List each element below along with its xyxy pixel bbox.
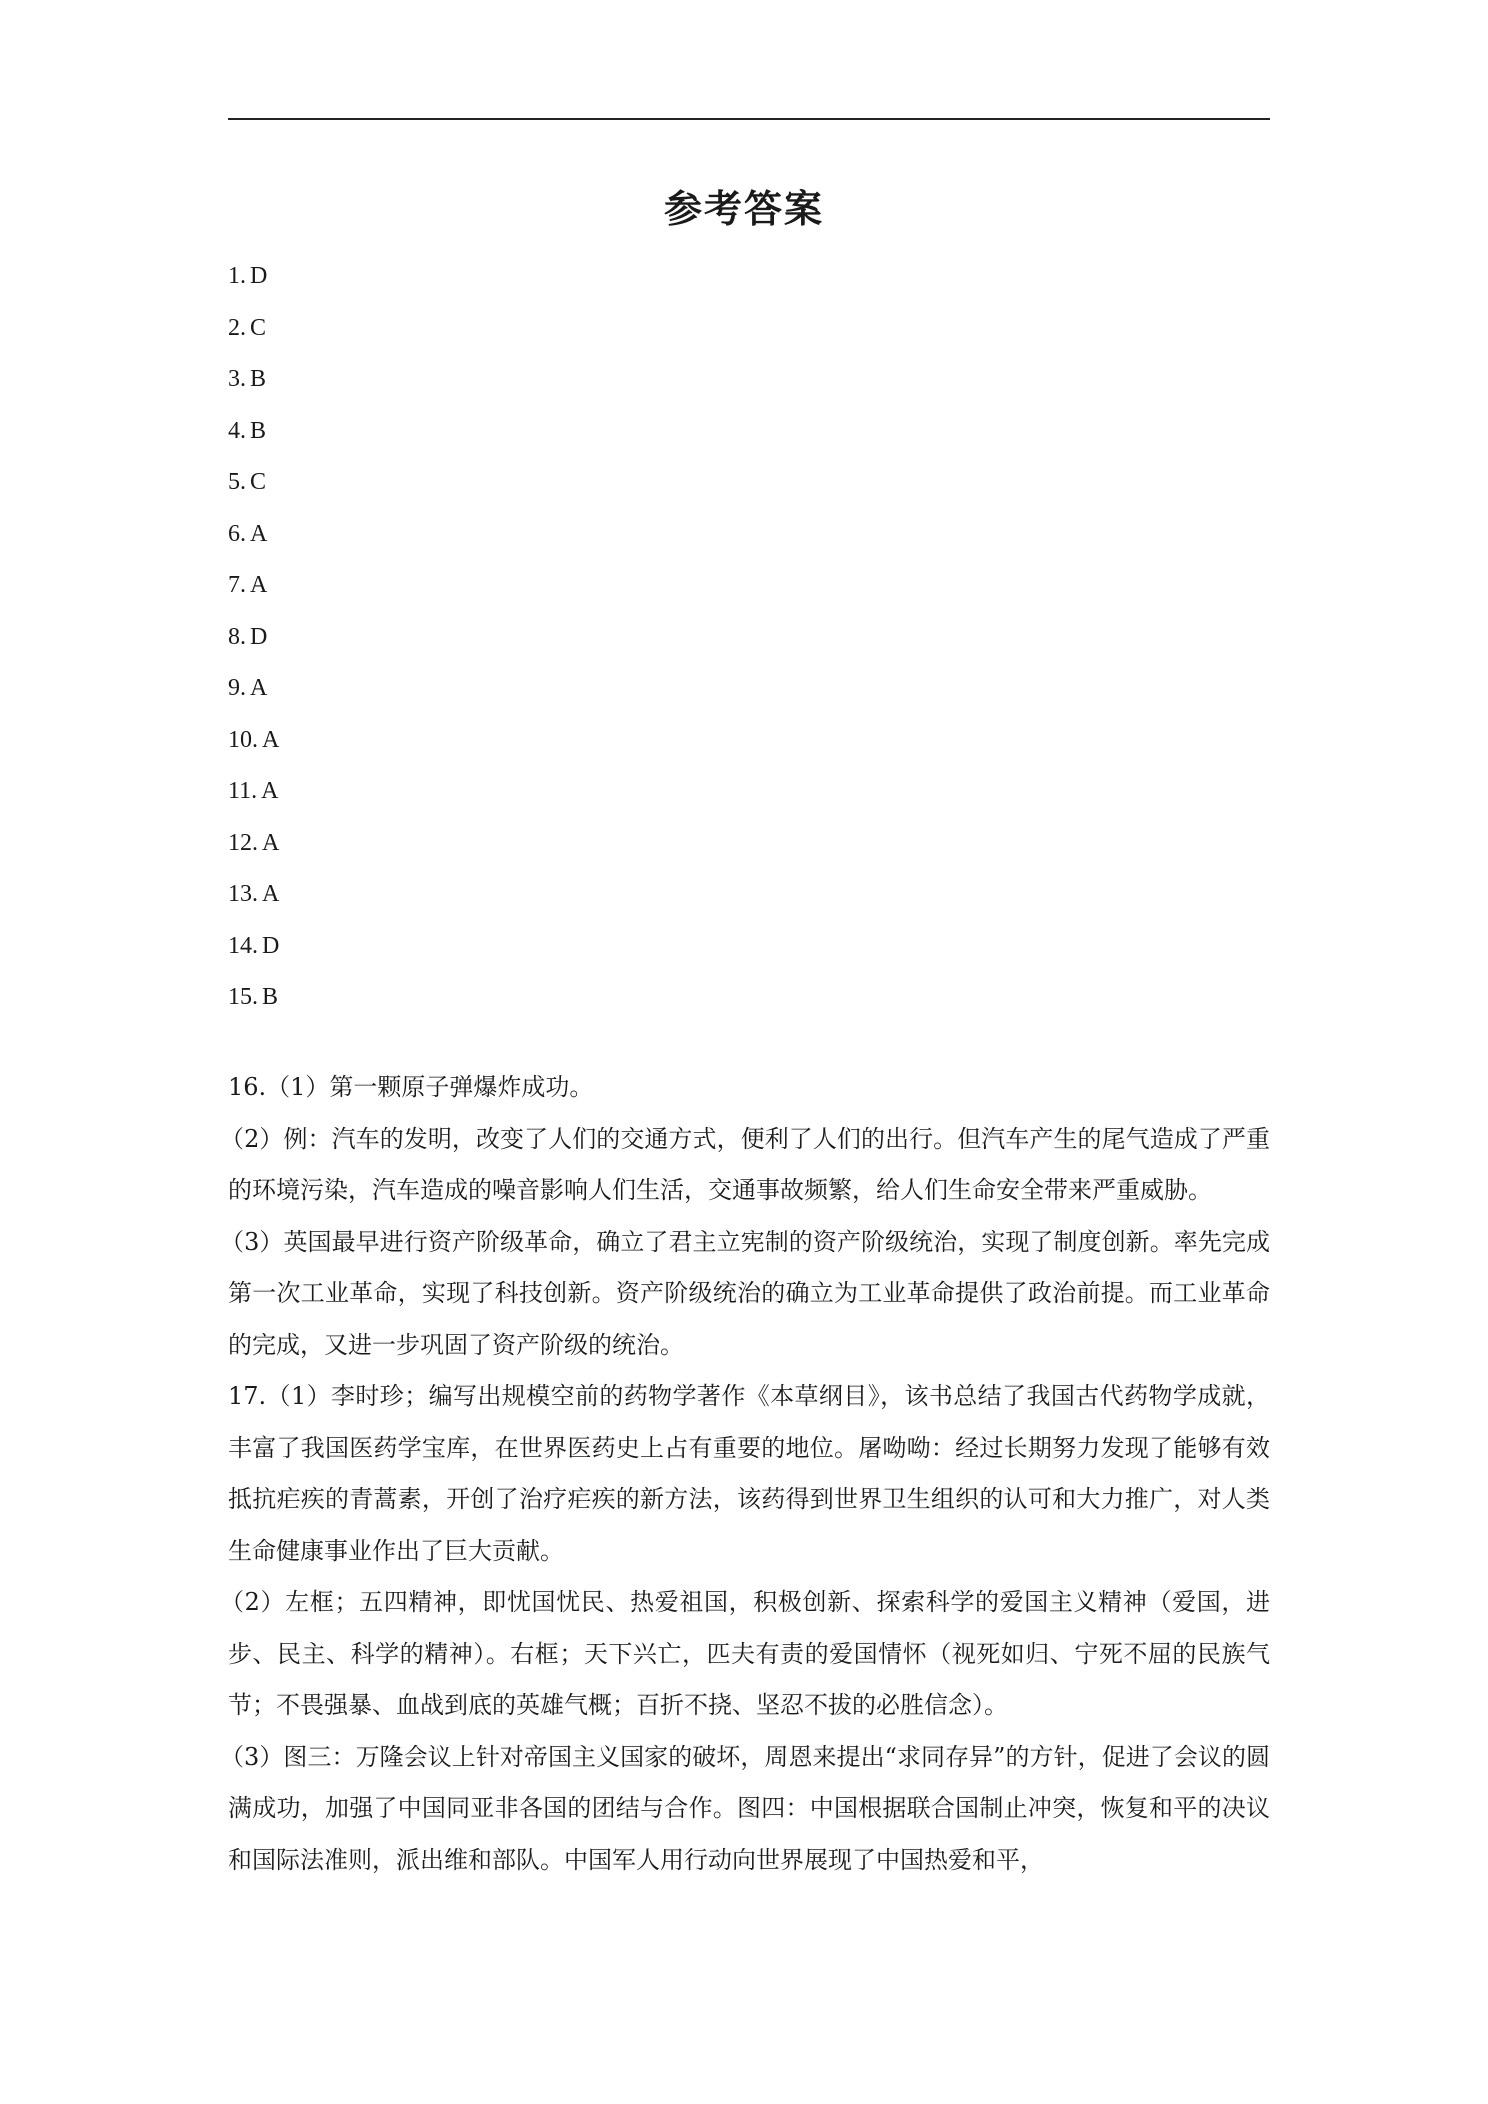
q16-part1: 16.（1）第一颗原子弹爆炸成功。: [228, 1073, 594, 1101]
answer-number: 5: [228, 469, 240, 495]
answer-value: A: [262, 726, 280, 753]
answer-number: 13: [228, 881, 252, 907]
q16-part2: （2）例：汽车的发明，改变了人们的交通方式，便利了人们的出行。但汽车产生的尾气造成了严重的环境污染，汽车造成的噪音影响人们生活，交通事故频繁，给人们生命安全带来严重威胁。: [220, 1124, 1270, 1204]
answer-value: A: [262, 829, 280, 856]
answer-value: A: [261, 778, 279, 804]
answer-separator: .: [240, 366, 246, 392]
answer-value: A: [262, 881, 280, 907]
answer-number: 4: [228, 417, 240, 444]
answer-value: A: [250, 520, 268, 547]
answer-value: D: [250, 623, 268, 650]
answer-item: [228, 668, 1268, 720]
answer-item: [228, 977, 1268, 1029]
answer-number: 9: [228, 675, 240, 701]
answer-item: [228, 720, 1268, 772]
answer-separator: .: [240, 417, 246, 444]
answer-value: B: [262, 984, 279, 1010]
q17-part3: （3）图三：万隆会议上针对帝国主义国家的破坏，周恩来提出“求同存异”的方针，促进了会议的圆满成功，加强了中国同亚非各国的团结与合作。图四：中国根据联合国制止冲突，恢复和平的决议和国际法准则，派出维和部队。中国军人用行动向世界展现了中国热爱和平，: [220, 1742, 1270, 1874]
answer-value: D: [250, 263, 268, 289]
answer-number: 14: [228, 932, 252, 959]
answer-item: [228, 874, 1268, 926]
answer-number: 2: [228, 314, 240, 341]
answer-separator: .: [251, 778, 258, 804]
answer-separator: .: [240, 263, 246, 289]
header-rule: [228, 118, 1270, 120]
answer-item: [228, 926, 1268, 978]
answer-separator: .: [240, 675, 246, 701]
answer-item: [228, 514, 1268, 566]
answer-separator: .: [252, 881, 258, 907]
answer-item: [228, 411, 1268, 463]
answer-separator: .: [252, 829, 258, 856]
page-title: 参考答案: [663, 186, 824, 231]
answer-item: [228, 308, 1268, 360]
answer-item: [228, 462, 1268, 514]
answer-separator: .: [240, 623, 246, 650]
answer-list: [228, 256, 1268, 1029]
q17-part1: 17.（1）李时珍；编写出规模空前的药物学著作《本草纲目》，该书总结了我国古代药物学成就，丰富了我国医药学宝库，在世界医药史上占有重要的地位。屠呦呦：经过长期努力发现了能够有效抵抗疟疾的青蒿素，开创了治疗疟疾的新方法，该药得到世界卫生组织的认可和大力推广，对人类生命健康事业作出了巨大贡献。: [228, 1382, 1270, 1565]
answer-number: 1: [228, 263, 240, 289]
answer-number: 3: [228, 366, 240, 392]
answer-number: 12: [228, 829, 252, 856]
answer-number: 11: [228, 778, 252, 804]
answer-item: [228, 771, 1268, 823]
answer-value: A: [250, 675, 268, 701]
answer-separator: .: [252, 984, 258, 1010]
answer-separator: .: [240, 520, 246, 547]
answer-value: B: [250, 417, 267, 444]
q16-part3: （3）英国最早进行资产阶级革命，确立了君主立宪制的资产阶级统治，实现了制度创新。率先完成第一次工业革命，实现了科技创新。资产阶级统治的确立为工业革命提供了政治前提。而工业革命的完成，又进一步巩固了资产阶级的统治。: [220, 1227, 1270, 1359]
answer-value: D: [262, 932, 280, 959]
answer-number: 10: [228, 726, 252, 753]
answer-separator: .: [240, 469, 246, 495]
answer-item: [228, 565, 1268, 617]
answer-number: 6: [228, 520, 240, 547]
answer-item: [228, 256, 1268, 308]
answer-item: [228, 823, 1268, 875]
answer-item: [228, 359, 1268, 411]
answer-separator: .: [252, 726, 258, 753]
essay-answers: [220, 1062, 1270, 1886]
answer-number: 7: [228, 572, 240, 598]
answer-value: C: [250, 314, 267, 341]
q17-part2: （2）左框；五四精神，即忧国忧民、热爱祖国，积极创新、探索科学的爱国主义精神（爱国，进步、民主、科学的精神）。右框；天下兴亡，匹夫有责的爱国情怀（视死如归、宁死不屈的民族气节；不畏强暴、血战到底的英雄气概；百折不挠、坚忍不拔的必胜信念）。: [220, 1588, 1270, 1719]
answer-separator: .: [240, 572, 246, 598]
answer-separator: .: [252, 932, 258, 959]
answer-value: B: [250, 366, 267, 392]
answer-item: [228, 617, 1268, 669]
answer-value: C: [250, 469, 267, 495]
answer-number: 15: [228, 984, 252, 1010]
answer-value: A: [250, 572, 268, 598]
answer-separator: .: [240, 314, 246, 341]
answer-number: 8: [228, 623, 240, 650]
